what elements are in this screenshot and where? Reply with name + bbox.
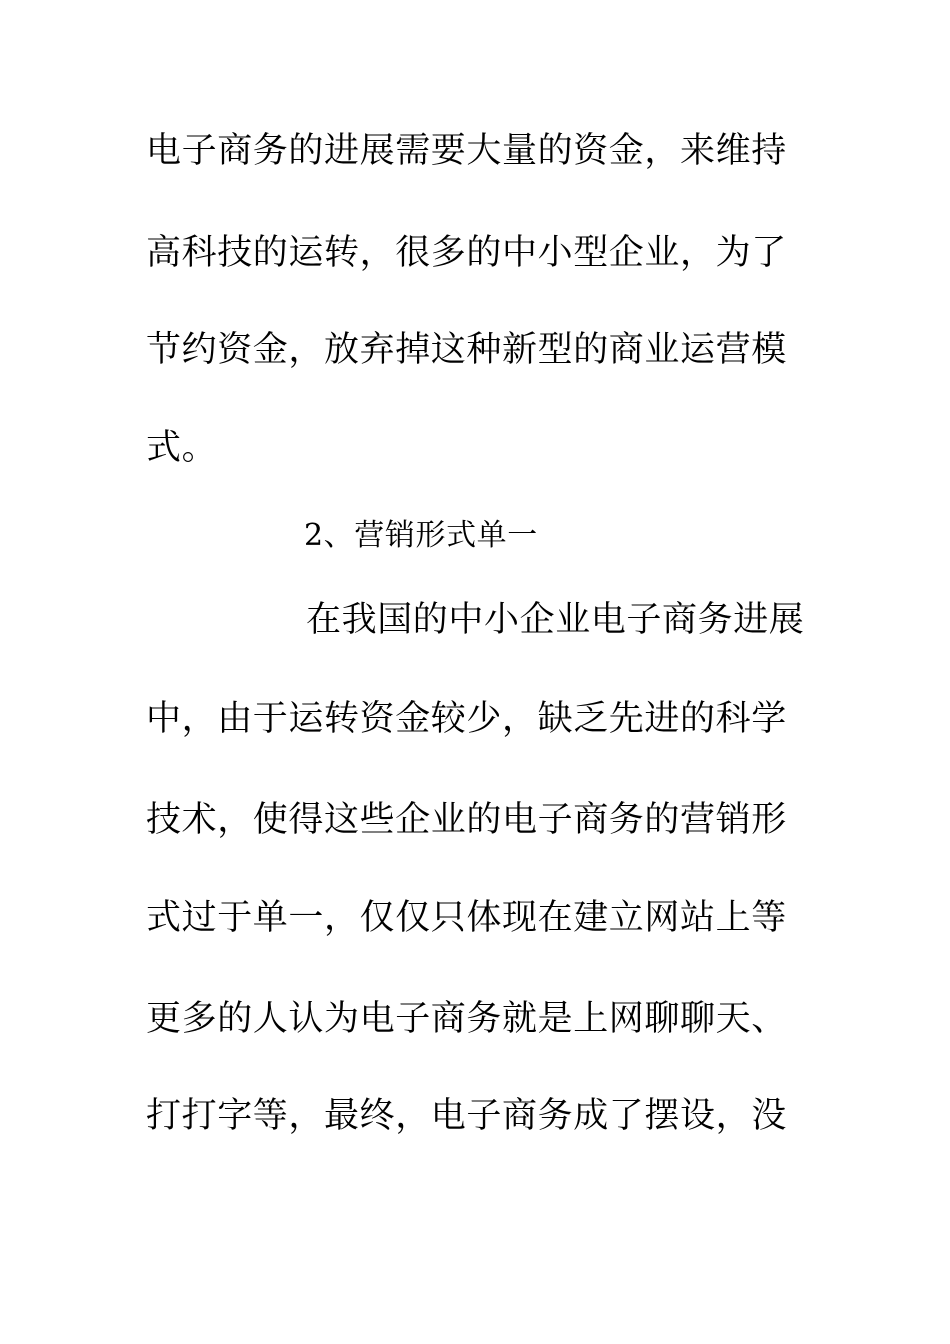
paragraph-line-3: 节约资金，放弃掉这种新型的商业运营模 [146,330,787,370]
paragraph2-line-5: 更多的人认为电子商务就是上网聊聊天、 [146,999,787,1039]
paragraph2-line-3: 技术，使得这些企业的电子商务的营销形 [146,800,787,840]
paragraph-line-1: 电子商务的进展需要大量的资金，来维持 [146,131,787,171]
paragraph2-line-4: 式过于单一，仅仅只体现在建立网站上等 [146,898,787,938]
paragraph2-line-2: 中，由于运转资金较少，缺乏先进的科学 [146,699,787,739]
paragraph2-line-1: 在我国的中小企业电子商务进展 [306,600,805,640]
paragraph-line-4: 式。 [146,428,218,468]
paragraph2-line-6: 打打字等，最终，电子商务成了摆设，没 [146,1096,787,1136]
paragraph-line-2: 高科技的运转，很多的中小型企业，为了 [146,233,787,273]
section-heading: 2、营销形式单一 [304,518,538,553]
